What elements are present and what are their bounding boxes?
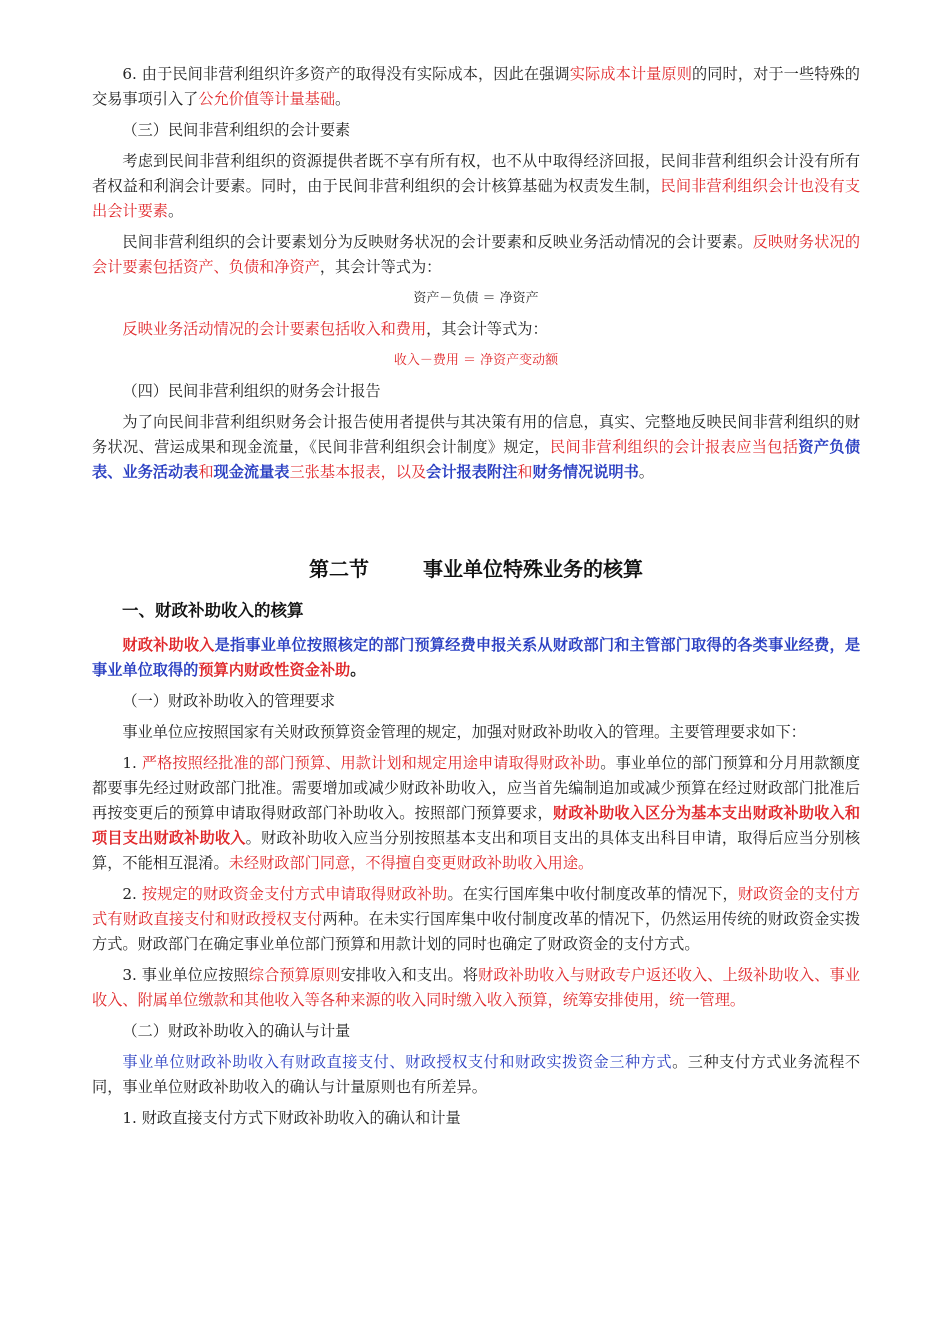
paragraph-6: 6. 由于民间非营利组织许多资产的取得没有实际成本，因此在强调实际成本计量原则的同时，对于一些特殊的交易事项引入了公允价值等计量基础。 <box>92 65 860 108</box>
heading-accounting-elements: （三）民间非营利组织的会计要素 <box>122 121 351 139</box>
paragraph-requirement-3: 3. 事业单位应按照综合预算原则安排收入和支出。将财政补助收入与财政专户返还收入、上级补助收入、事业收入、附属单位缴款和其他收入等各种来源的收入同时缴入收入预算，统筹安排使用，统一管理。 <box>92 966 861 1009</box>
paragraph-payment-methods: 事业单位财政补助收入有财政直接支付、财政授权支付和财政实拨资金三种方式。三种支付方式业务流程不同，事业单位财政补助收入的确认与计量原则也有所差异。 <box>92 1053 861 1096</box>
paragraph-no-owner-equity: 考虑到民间非营利组织的资源提供者既不享有所有权，也不从中取得经济回报，民间非营利组织会计没有所有者权益和利润会计要素。同时，由于民间非营利组织的会计核算基础为权责发生制，民间非营利组织会计也没有支出会计要素。 <box>92 152 861 220</box>
paragraph-activity-elements: 反映业务活动情况的会计要素包括收入和费用，其会计等式为： <box>122 320 548 338</box>
heading-management-requirements: （一）财政补助收入的管理要求 <box>122 692 336 710</box>
heading-recognition: （二）财政补助收入的确认与计量 <box>122 1022 351 1040</box>
paragraph-requirement-2: 2. 按规定的财政资金支付方式申请取得财政补助。在实行国库集中收付制度改革的情况下，财政资金的支付方式有财政直接支付和财政授权支付两种。在未实行国库集中收付制度改革的情况下，仍然运用传统的财政资金实拨方式。财政部门在确定事业单位部门预算和用款计划的同时也确定了财政资金的支付方式。 <box>92 885 861 953</box>
highlight-fair-value: 公允价值等计量基础 <box>198 90 335 108</box>
document-page <box>92 62 860 1137</box>
paragraph-financial-report: 为了向民间非营利组织财务会计报告使用者提供与其决策有用的信息，真实、完整地反映民间非营利组织的财务状况、营运成果和现金流量，《民间非营利组织会计制度》规定，民间非营利组织的会计报表应当包括资产负债表、业务活动表和现金流量表三张基本报表，以及会计报表附注和财务情况说明书。 <box>92 413 861 481</box>
equation-financial-position: 资产－负债 ＝ 净资产 <box>413 291 539 306</box>
paragraph-definition: 财政补助收入是指事业单位按照核定的部门预算经费申报关系从财政部门和主管部门取得的各类事业经费，是事业单位取得的预算内财政性资金补助。 <box>92 636 861 679</box>
equation-activity: 收入－费用 ＝ 净资产变动额 <box>393 353 559 368</box>
paragraph-direct-payment: 1. 财政直接支付方式下财政补助收入的确认和计量 <box>122 1109 461 1127</box>
paragraph-requirement-1: 1. 严格按照经批准的部门预算、用款计划和规定用途申请取得财政补助。事业单位的部门预算和分月用款额度都要事先经过财政部门批准。需要增加或减少财政补助收入，应当首先编制追加或减少预算在经过财政部门批准后再按变更后的预算申请取得财政部门补助收入。按照部门预算要求，财政补助收入区分为基本支出财政补助收入和项目支出财政补助收入。财政补助收入应当分别按照基本支出和项目支出的具体支出科目申请，取得后应当分别核算，不能相互混淆。未经财政部门同意，不得擅自变更财政补助收入用途。 <box>92 754 861 872</box>
paragraph-management-intro: 事业单位应按照国家有关财政预算资金管理的规定，加强对财政补助收入的管理。主要管理要求如下： <box>122 723 806 741</box>
section-title: 第二节 事业单位特殊业务的核算 <box>309 557 643 581</box>
highlight-actual-cost: 实际成本计量原则 <box>569 65 692 83</box>
heading-financial-report: （四）民间非营利组织的财务会计报告 <box>122 382 381 400</box>
subsection-title: 一、财政补助收入的核算 <box>122 601 304 620</box>
paragraph-elements-division: 民间非营利组织的会计要素划分为反映财务状况的会计要素和反映业务活动情况的会计要素。反映财务状况的会计要素包括资产、负债和净资产，其会计等式为： <box>92 233 861 276</box>
